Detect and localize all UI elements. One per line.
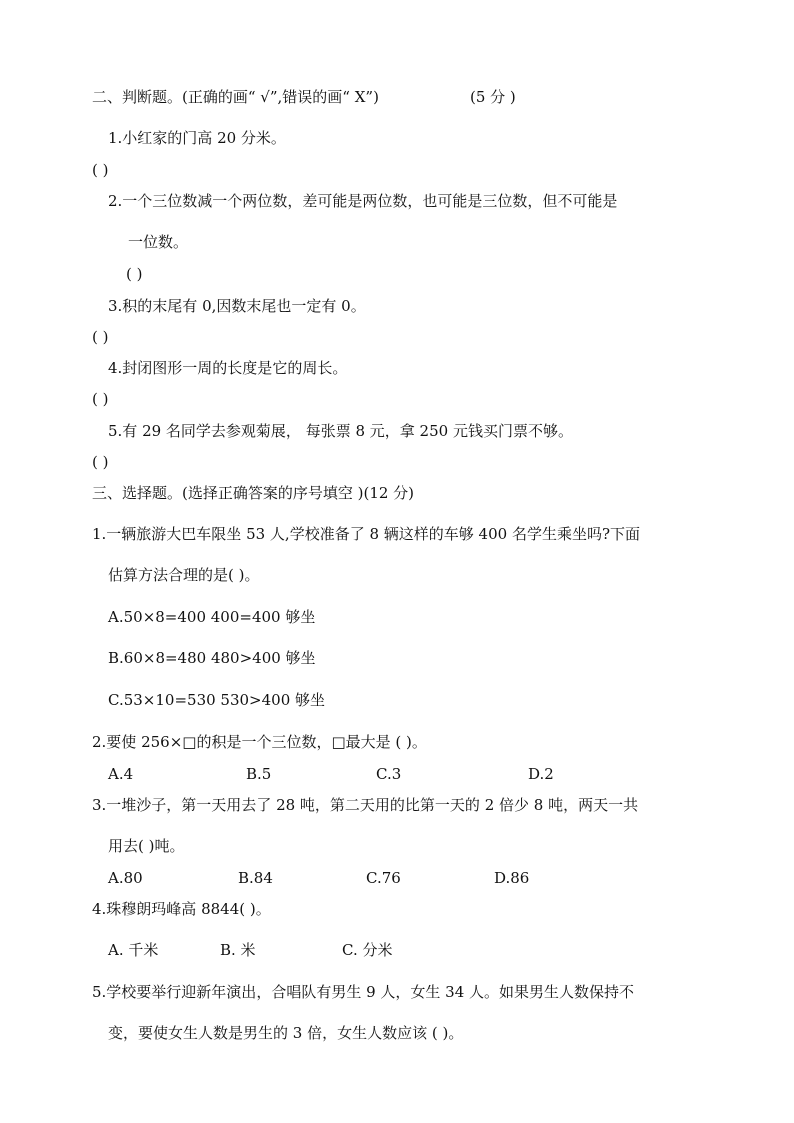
choice-q4-option-b: B. 米 [220, 941, 256, 959]
judge-q1-answer-blank: ( ) [92, 161, 109, 179]
judge-q4: 4.封闭图形一周的长度是它的周长。 [108, 359, 348, 377]
choice-q2-option-d: D.2 [528, 765, 554, 783]
choice-q4-option-a: A. 千米 [108, 941, 159, 959]
choice-q1-option-c: C.53×10=530 530>400 够坐 [108, 691, 326, 709]
choice-q2-option-b: B.5 [246, 765, 272, 783]
choice-q3-line1: 3.一堆沙子，第一天用去了 28 吨，第二天用的比第一天的 2 倍少 8 吨，两天一共 [92, 796, 639, 814]
choice-q3-option-a: A.80 [108, 869, 143, 887]
choice-q2-option-a: A.4 [108, 765, 134, 783]
judge-q3-answer-blank: ( ) [92, 328, 109, 346]
judge-q5: 5.有 29 名同学去参观菊展， 每张票 8 元，拿 250 元钱买门票不够。 [108, 422, 573, 440]
choice-q1-option-b: B.60×8=480 480>400 够坐 [108, 649, 316, 667]
judge-q3: 3.积的末尾有 0,因数末尾也一定有 0。 [108, 297, 366, 315]
judge-q2-line1: 2.一个三位数减一个两位数，差可能是两位数，也可能是三位数，但不可能是 [108, 192, 618, 210]
section3-title: 三、选择题。(选择正确答案的序号填空 )(12 分) [92, 484, 415, 502]
choice-q4: 4.珠穆朗玛峰高 8844( )。 [92, 900, 271, 918]
judge-q2-line2: 一位数。 [128, 233, 189, 251]
choice-q5-line1: 5.学校要举行迎新年演出，合唱队有男生 9 人，女生 34 人。如果男生人数保持不 [92, 983, 635, 1001]
choice-q1-line2: 估算方法合理的是( )。 [108, 566, 260, 584]
choice-q1-option-a: A.50×8=400 400=400 够坐 [108, 608, 316, 626]
judge-q4-answer-blank: ( ) [92, 390, 109, 408]
judge-q1: 1.小红家的门高 20 分米。 [108, 129, 286, 147]
judge-q2-answer-blank: ( ) [126, 265, 143, 283]
choice-q3-option-c: C.76 [366, 869, 401, 887]
judge-q5-answer-blank: ( ) [92, 453, 109, 471]
choice-q1-line1: 1.一辆旅游大巴车限坐 53 人,学校准备了 8 辆这样的车够 400 名学生乘坐吗?下面 [92, 525, 640, 543]
section2-title: 二、判断题。(正确的画“ √”,错误的画“ X”) [92, 88, 379, 106]
choice-q3-option-b: B.84 [238, 869, 273, 887]
section2-score: (5 分 ) [470, 88, 516, 106]
choice-q2: 2.要使 256×□的积是一个三位数，□最大是 ( )。 [92, 733, 427, 751]
choice-q2-option-c: C.3 [376, 765, 402, 783]
choice-q4-option-c: C. 分米 [342, 941, 393, 959]
choice-q3-option-d: D.86 [494, 869, 530, 887]
choice-q5-line2: 变，要使女生人数是男生的 3 倍，女生人数应该 ( )。 [108, 1024, 464, 1042]
choice-q3-line2: 用去( )吨。 [108, 837, 185, 855]
